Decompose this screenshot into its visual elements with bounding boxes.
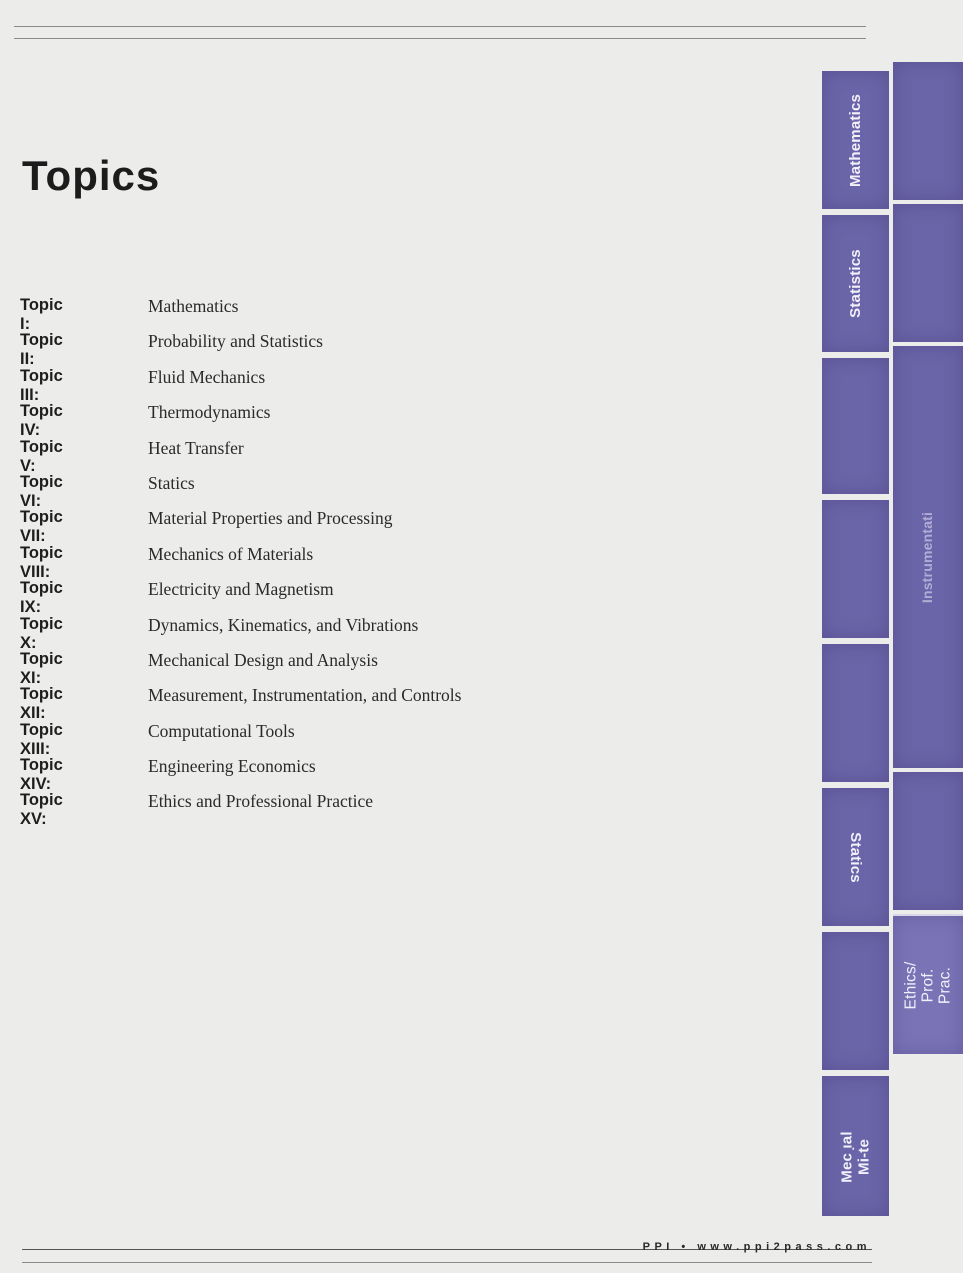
page-title: Topics — [22, 152, 161, 199]
topic-number: Topic IX: — [20, 579, 63, 617]
tab-ethics-prof-prac[interactable] — [893, 914, 963, 1054]
topic-number: Topic VI: — [20, 472, 63, 510]
tab-blank-5[interactable] — [822, 644, 889, 782]
tab-blank-7[interactable] — [822, 932, 889, 1070]
topic-number: Topic XI: — [20, 649, 63, 687]
topic-number: Topic VII: — [20, 508, 63, 546]
tab-label: Ethics/ Prof. Prac. — [902, 961, 954, 1009]
topic-title: Computational Tools — [148, 720, 295, 741]
topic-title: Mathematics — [148, 296, 239, 316]
topic-title: Heat Transfer — [148, 437, 244, 458]
topic-number: Topic XII: — [20, 685, 63, 723]
topic-number: Topic X: — [20, 614, 63, 652]
topic-number: Topic IV: — [20, 402, 63, 440]
tab-label: Instrumentati — [919, 511, 936, 603]
topic-title: Probability and Statistics — [148, 331, 323, 352]
topic-title: Mechanics of Materials — [148, 543, 314, 564]
header-rule-top — [14, 26, 866, 27]
footer-publisher-url: PPI • www.ppi2pass.com — [642, 1241, 871, 1253]
topic-title: Material Properties and Processing — [148, 508, 393, 529]
topic-title: Statics — [148, 472, 195, 493]
topic-title: Measurement, Instrumentation, and Controls — [148, 685, 462, 706]
footer-rule-bottom — [22, 1262, 872, 1263]
topic-title: Engineering Economics — [148, 756, 316, 777]
tab-statics[interactable] — [822, 788, 889, 926]
tab-mechanics-of-materials[interactable] — [822, 1076, 889, 1216]
topic-title: Fluid Mechanics — [148, 366, 266, 387]
header-rule-bottom — [14, 38, 866, 39]
topic-title: Mechanical Design and Analysis — [148, 649, 378, 670]
tab-label: Mec ̣ıal Mi-te — [838, 1131, 873, 1183]
topic-title: Electricity and Magnetism — [148, 579, 334, 600]
tab-right-2[interactable] — [893, 204, 963, 342]
tab-label: Mathematics — [847, 93, 865, 187]
tab-blank-3[interactable] — [822, 358, 889, 494]
tab-blank-4[interactable] — [822, 500, 889, 638]
topic-number: Topic XIII: — [20, 720, 63, 758]
tab-instrumentation[interactable] — [893, 346, 963, 768]
topic-number: Topic VIII: — [20, 543, 63, 581]
topic-title: Dynamics, Kinematics, and Vibrations — [148, 614, 419, 635]
topic-number: Topic XIV: — [20, 756, 63, 794]
topic-number: Topic XV: — [20, 791, 63, 829]
tab-mathematics[interactable] — [822, 71, 889, 209]
topic-number: Topic III: — [20, 366, 63, 404]
tab-right-4[interactable] — [893, 772, 963, 910]
tab-label: Statistics — [847, 249, 865, 318]
tab-right-1[interactable] — [893, 62, 963, 200]
topic-title: Thermodynamics — [148, 402, 271, 423]
topic-title: Ethics and Professional Practice — [148, 791, 374, 812]
tab-statistics[interactable] — [822, 215, 889, 352]
topic-number: Topic I: — [20, 296, 63, 333]
tab-label: Statics — [847, 831, 864, 883]
topic-number: Topic II: — [20, 331, 63, 369]
topic-number: Topic V: — [20, 437, 63, 475]
